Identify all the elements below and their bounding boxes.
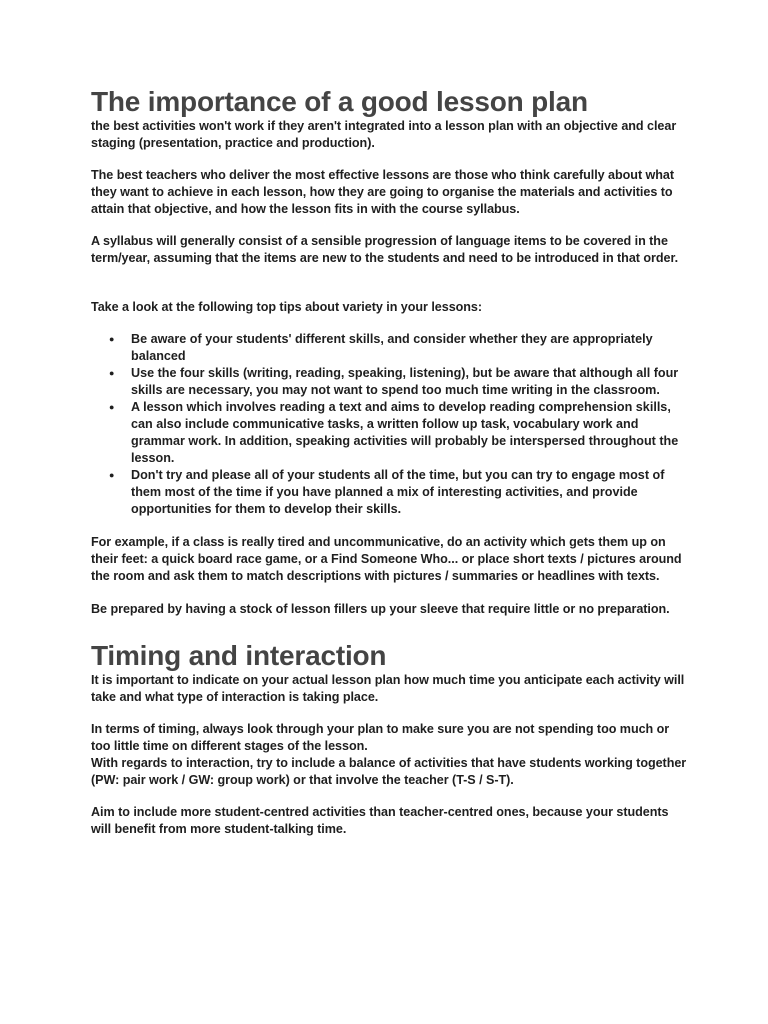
list-item [91, 331, 691, 365]
tips-intro-paragraph: Take a look at the following top tips about variety in your lessons: [91, 300, 483, 314]
fillers-paragraph: Be prepared by having a stock of lesson fillers up your sleeve that require little or no preparation. [91, 602, 670, 616]
list-item [91, 399, 691, 467]
student-centred-paragraph: Aim to include more student-centred activities than teacher-centred ones, because your students will benefit from more student-talking time. [91, 805, 669, 836]
timing-intro-paragraph: It is important to indicate on your actual lesson plan how much time you anticipate each activity will take and what type of interaction is taking place. [91, 673, 685, 704]
tip-text: Don't try and please all of your students all of the time, but you can try to engage most of them most of the time if you have planned a mix of interesting activities, and provide opportunities for them to develop their skills. [131, 468, 665, 516]
tips-list [91, 331, 691, 518]
bullet-icon: ● [109, 470, 115, 480]
syllabus-paragraph: A syllabus will generally consist of a sensible progression of language items to be covered in the term/year, assuming that the items are new to the students and need to be introduced in that order. [91, 234, 679, 265]
list-item [91, 467, 691, 518]
section-title-lesson-plan: The importance of a good lesson plan [91, 86, 588, 117]
section-title-timing: Timing and interaction [91, 640, 387, 671]
example-paragraph: For example, if a class is really tired and uncommunicative, do an activity which gets them up on their feet: a quick board race game, or a Find Someone Who... or place short texts / pictures around the room and ask them to match descriptions with pictures / summaries or headlines with texts. [91, 535, 682, 583]
timing-paragraph: In terms of timing, always look through your plan to make sure you are not spending too much or too little time on different stages of the lesson. [91, 722, 670, 753]
intro-paragraph: the best activities won't work if they aren't integrated into a lesson plan with an objective and clear staging (presentation, practice and production). [91, 119, 677, 150]
bullet-icon: ● [109, 368, 115, 378]
tip-text: Be aware of your students' different skills, and consider whether they are appropriately balanced [131, 332, 653, 363]
list-item [91, 365, 691, 399]
bullet-icon: ● [109, 334, 115, 344]
document-page [91, 86, 691, 838]
tip-text: A lesson which involves reading a text and aims to develop reading comprehension skills, can also include communicative tasks, a written follow up task, vocabulary work and grammar work. In addition, speaking activities will probably be interspersed throughout the lesson. [131, 400, 679, 465]
tip-text: Use the four skills (writing, reading, speaking, listening), but be aware that although all four skills are necessary, you may not want to spend too much time writing in the classroom. [131, 366, 679, 397]
bullet-icon: ● [109, 402, 115, 412]
interaction-paragraph: With regards to interaction, try to include a balance of activities that have students working together (PW: pair work / GW: group work) or that involve the teacher (T-S / S-T). [91, 756, 687, 787]
effective-teachers-paragraph: The best teachers who deliver the most effective lessons are those who think carefully about what they want to achieve in each lesson, how they are going to organise the materials and activities to attain that objective, and how the lesson fits in with the course syllabus. [91, 168, 675, 216]
